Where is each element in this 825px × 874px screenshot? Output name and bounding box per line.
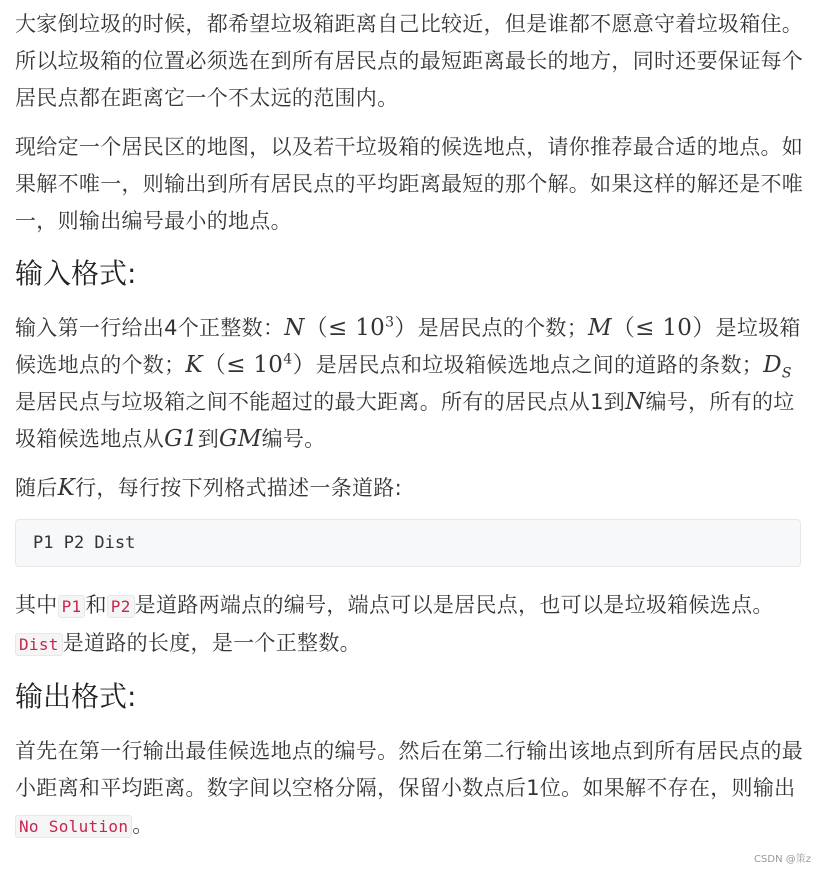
math-subscript: S <box>781 365 792 382</box>
input-text: 是道路两端点的编号，端点可以是居民点，也可以是垃圾箱候选点。 <box>134 593 774 617</box>
output-text: 。 <box>132 813 154 837</box>
inline-code: P2 <box>107 595 135 618</box>
math-leq: ≤ 10 <box>328 315 386 341</box>
math-leq: （≤ 10 <box>202 352 284 378</box>
math-k: K <box>185 352 203 378</box>
input-text: 和 <box>85 593 107 617</box>
input-text: 是居民点和垃圾箱候选地点之间的道路的条数； <box>315 353 764 377</box>
input-text: 其中 <box>15 593 58 617</box>
input-text: 到 <box>197 427 220 451</box>
input-paragraph-1 <box>15 310 805 458</box>
code-block: P1 P2 Dist <box>15 519 801 567</box>
math-m: M <box>588 315 612 341</box>
input-text: 是垃圾箱候选地点的个数； <box>15 316 801 377</box>
output-format-heading: 输出格式: <box>15 680 137 713</box>
input-text: 编号，所有的垃圾箱候选地点从 <box>15 390 795 451</box>
math-paren: ） <box>292 352 316 378</box>
problem-statement <box>15 6 805 857</box>
inline-code: No Solution <box>15 815 132 838</box>
math-paren: （ <box>304 315 329 341</box>
math-exponent: 4 <box>283 351 293 368</box>
output-paragraph-1 <box>15 733 805 845</box>
inline-code: P1 <box>58 595 86 618</box>
input-text: 是居民点与垃圾箱之间不能超过的最大距离。所有的居民点从1到 <box>15 390 626 414</box>
math-d: D <box>763 352 782 378</box>
input-text: 行，每行按下列格式描述一条道路: <box>75 476 402 500</box>
input-paragraph-3 <box>15 587 805 663</box>
intro-paragraph-1: 大家倒垃圾的时候，都希望垃圾箱距离自己比较近，但是谁都不愿意守着垃圾箱住。所以垃圾箱的位置必须选在到所有居民点的最短距离最长的地方，同时还要保证每个居民点都在距离它一个不太远的范围内。 <box>15 12 804 110</box>
input-text: 编号。 <box>261 427 326 451</box>
output-text: 首先在第一行输出最佳候选地点的编号。然后在第二行输出该地点到所有居民点的最小距离和平均距离。数字间以空格分隔，保留小数点后1位。如果解不存在，则输出 <box>15 739 804 800</box>
input-text: 随后 <box>15 476 58 500</box>
math-n: N <box>284 315 305 341</box>
inline-code: Dist <box>15 633 63 656</box>
input-format-heading: 输入格式: <box>15 257 137 290</box>
math-exponent: 3 <box>385 314 395 331</box>
watermark: CSDN @策z <box>754 854 811 865</box>
input-text: 输入第一行给出4个正整数： <box>15 316 285 340</box>
input-text: 是道路的长度，是一个正整数。 <box>62 631 361 655</box>
math-bound: （≤ 10） <box>611 315 716 341</box>
math-paren: ） <box>394 315 418 341</box>
intro-paragraph-2: 现给定一个居民区的地图，以及若干垃圾箱的候选地点，请你推荐最合适的地点。如果解不唯一，则输出到所有居民点的平均距离最短的那个解。如果这样的解还是不唯一，则输出编号最小的地点。 <box>15 135 804 233</box>
input-text: 是居民点的个数； <box>417 316 589 340</box>
math-g1: G1 <box>164 426 198 452</box>
math-k: K <box>57 475 76 501</box>
input-paragraph-2 <box>15 470 805 507</box>
math-n: N <box>625 389 646 415</box>
math-gm: GM <box>219 426 262 452</box>
